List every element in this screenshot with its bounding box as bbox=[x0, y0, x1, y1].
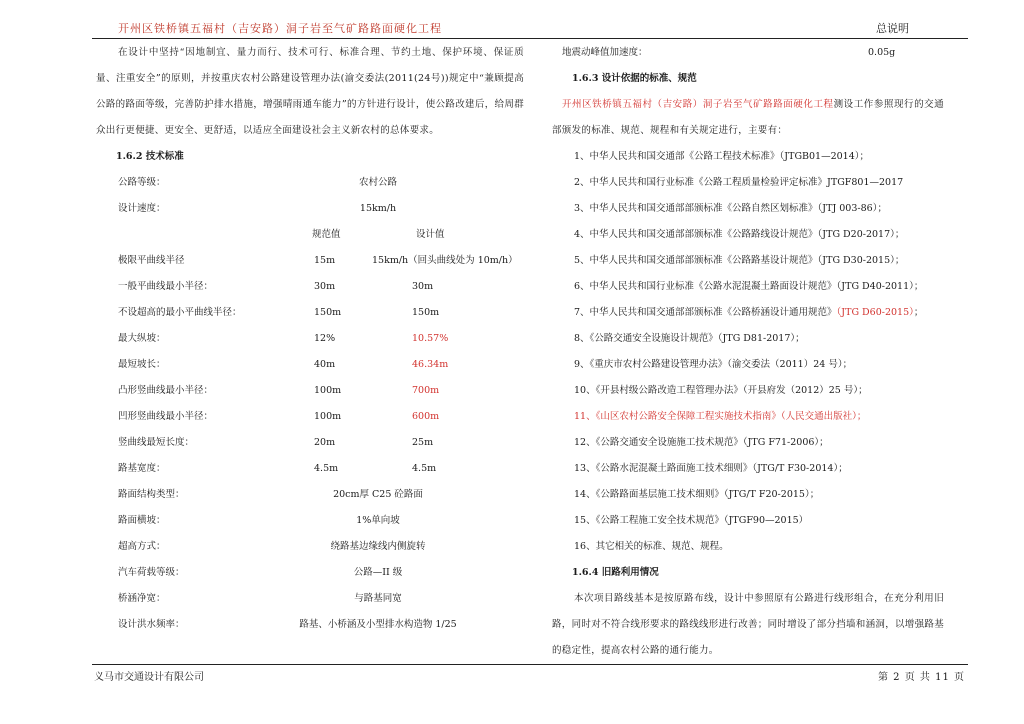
standards-row bbox=[96, 248, 524, 274]
standard-value: 公路—II 级 bbox=[353, 567, 403, 578]
standards-row bbox=[96, 300, 524, 326]
basis-item bbox=[552, 378, 944, 404]
basis-item bbox=[552, 430, 944, 456]
norm-value: 100m bbox=[314, 385, 342, 396]
design-value: 30m bbox=[412, 281, 434, 292]
standard-label: 不设超高的最小平曲线半径： bbox=[118, 307, 242, 318]
section-heading-reuse: 1.6.4 旧路利用情况 bbox=[572, 567, 659, 578]
standards-row bbox=[96, 560, 524, 586]
basis-item bbox=[552, 404, 944, 430]
design-value: 700m bbox=[412, 385, 440, 396]
basis-intro-rest: 测设工作参照现行的交通部颁发的标准、规范、规程和有关规定进行，主要有： bbox=[552, 99, 944, 136]
standards-row bbox=[96, 586, 524, 612]
right-column bbox=[552, 40, 944, 664]
section-title: 总说明 bbox=[876, 22, 909, 35]
design-value: 10.57% bbox=[412, 333, 449, 344]
standards-row bbox=[96, 404, 524, 430]
seismic-row bbox=[552, 40, 944, 66]
basis-item bbox=[552, 222, 944, 248]
seismic-value: 0.05g bbox=[868, 47, 896, 58]
norm-value: 150m bbox=[314, 307, 342, 318]
standard-value: 绕路基边缘线内侧旋转 bbox=[330, 541, 426, 552]
standard-label: 极限平曲线半径 bbox=[118, 255, 185, 266]
basis-item-text: 13、《公路水泥混凝土路面施工技术细则》（JTG/T F30-2014）； bbox=[574, 463, 848, 474]
norm-value: 20m bbox=[314, 437, 336, 448]
company-name: 义马市交通设计有限公司 bbox=[94, 672, 204, 683]
basis-item-text: 8、《公路交通安全设施设计规范》（JTG D81-2017）； bbox=[574, 333, 805, 344]
standards-row bbox=[96, 508, 524, 534]
standard-label: 路面横坡： bbox=[118, 515, 166, 526]
basis-item-red-code: （JTG D60-2015） bbox=[836, 307, 914, 318]
design-value: 600m bbox=[412, 411, 440, 422]
section-heading-basis: 1.6.3 设计依据的标准、规范 bbox=[572, 73, 697, 84]
basis-item-text: 3、中华人民共和国交通部部颁标准《公路自然区划标准》（JTJ 003-86）； bbox=[574, 203, 887, 214]
basis-item-text: 9、《重庆市农村公路建设管理办法》（渝交委法（2011）24 号）； bbox=[574, 359, 853, 370]
basis-item-text: 4、中华人民共和国交通部部颁标准《公路路线设计规范》（JTG D20-2017）； bbox=[574, 229, 905, 240]
norm-value: 12% bbox=[314, 333, 336, 344]
basis-item-text: 7、中华人民共和国交通部部颁标准《公路桥涵设计通用规范》 bbox=[574, 307, 837, 318]
standard-label: 设计速度： bbox=[118, 203, 166, 214]
standard-value: 与路基同宽 bbox=[354, 593, 402, 604]
standards-row bbox=[96, 430, 524, 456]
standards-row bbox=[96, 274, 524, 300]
standard-label: 公路等级： bbox=[118, 177, 166, 188]
standards-row bbox=[96, 170, 524, 196]
standard-value: 20cm厚 C25 砼路面 bbox=[333, 489, 423, 500]
standard-label: 一般平曲线最小半径： bbox=[118, 281, 214, 292]
basis-item bbox=[552, 456, 944, 482]
norm-value: 30m bbox=[314, 281, 336, 292]
standards-row bbox=[96, 326, 524, 352]
technical-standards-table bbox=[96, 170, 524, 638]
page-number: 第 2 页 共 11 页 bbox=[878, 672, 965, 683]
basis-item-text: 2、中华人民共和国行业标准《公路工程质量检验评定标准》JTGF801—2017 bbox=[574, 177, 904, 188]
basis-item-text: 5、中华人民共和国交通部部颁标准《公路路基设计规范》（JTG D30-2015）； bbox=[574, 255, 905, 266]
standard-label: 汽车荷载等级： bbox=[118, 567, 185, 578]
design-principle-paragraph: 在设计中坚持“因地制宜、量力而行、技术可行、标准合理、节约土地、保护环境、保证质量、注重安全”的原则，并按重庆农村公路建设管理办法(渝交委法(2011(24号))规定中“兼顾提高公路的路面等级，完善防护排水措施，增强晴雨通车能力”的方针进行设计，使公路改建后，给周群众出行更便捷、更安全、更舒适，以适应全面建设社会主义新农村的总体要求。 bbox=[96, 47, 524, 136]
standard-value: 15km/h bbox=[359, 203, 397, 214]
basis-item-text: 16、其它相关的标准、规范、规程。 bbox=[574, 541, 729, 552]
standards-row bbox=[96, 482, 524, 508]
norm-value: 40m bbox=[314, 359, 336, 370]
standard-label: 超高方式： bbox=[118, 541, 166, 552]
standards-row bbox=[96, 612, 524, 638]
footer-rule bbox=[92, 664, 968, 665]
design-value: 46.34m bbox=[412, 359, 449, 370]
reuse-paragraph: 本次项目路线基本是按原路布线，设计中参照原有公路进行线形组合，在充分利用旧路，同时对不符合线形要求的路线线形进行改善；同时增设了部分挡墙和涵洞，以增强路基的稳定性，提高农村公路的通行能力。 bbox=[552, 593, 945, 656]
standards-row bbox=[96, 456, 524, 482]
standard-label: 凹形竖曲线最小半径： bbox=[118, 411, 214, 422]
basis-item bbox=[552, 196, 944, 222]
standard-value: 1%单向坡 bbox=[356, 515, 400, 526]
standard-value: 路基、小桥涵及小型排水构造物 1/25 bbox=[299, 619, 457, 630]
basis-item-tail: ； bbox=[913, 307, 924, 318]
basis-item bbox=[552, 534, 944, 560]
basis-item bbox=[552, 482, 944, 508]
basis-item bbox=[552, 352, 944, 378]
standards-header-row bbox=[96, 222, 524, 248]
basis-item bbox=[552, 326, 944, 352]
basis-item-text: 1、中华人民共和国交通部《公路工程技术标准》（JTGB01—2014）； bbox=[574, 151, 870, 162]
basis-item-text: 6、中华人民共和国行业标准《公路水泥混凝土路面设计规范》（JTG D40-2011）； bbox=[574, 281, 924, 292]
basis-item bbox=[552, 144, 944, 170]
standard-label: 竖曲线最短长度： bbox=[118, 437, 195, 448]
standard-label: 路面结构类型： bbox=[118, 489, 185, 500]
design-value: 150m bbox=[412, 307, 440, 318]
basis-item-text: 12、《公路交通安全设施施工技术规范》（JTG F71-2006）； bbox=[574, 437, 829, 448]
standards-row bbox=[96, 378, 524, 404]
norm-value: 15m bbox=[314, 255, 336, 266]
basis-item bbox=[552, 274, 944, 300]
basis-intro-paragraph bbox=[552, 92, 944, 144]
seismic-label: 地震动峰值加速度： bbox=[562, 47, 648, 58]
norm-value-header: 规范值 bbox=[312, 229, 341, 240]
basis-item bbox=[552, 508, 944, 534]
norm-value: 100m bbox=[314, 411, 342, 422]
standard-value: 农村公路 bbox=[358, 177, 398, 188]
standard-label: 最短坡长： bbox=[118, 359, 166, 370]
standards-row bbox=[96, 196, 524, 222]
design-value: 4.5m bbox=[412, 463, 437, 474]
basis-list bbox=[552, 144, 944, 560]
basis-item-text: 15、《公路工程施工安全技术规范》（JTGF90—2015） bbox=[574, 515, 809, 526]
standard-label: 凸形竖曲线最小半径： bbox=[118, 385, 214, 396]
standard-label: 桥涵净宽： bbox=[118, 593, 166, 604]
basis-intro-project: 开州区铁桥镇五福村（吉安路）洞子岩至气矿路路面硬化工程 bbox=[562, 99, 834, 110]
basis-item-text: 11、《山区农村公路安全保障工程实施技术指南》（人民交通出版社）； bbox=[574, 411, 867, 422]
design-value: 25m bbox=[412, 437, 434, 448]
basis-item bbox=[552, 248, 944, 274]
standards-row bbox=[96, 534, 524, 560]
basis-item bbox=[552, 170, 944, 196]
design-value-header: 设计值 bbox=[416, 229, 445, 240]
design-value: 15km/h（回头曲线处为 10m/h） bbox=[372, 255, 518, 266]
basis-item-text: 10、《开县村级公路改造工程管理办法》（开县府发（2012）25 号）； bbox=[574, 385, 868, 396]
standard-label: 设计洪水频率： bbox=[118, 619, 185, 630]
standard-label: 路基宽度： bbox=[118, 463, 166, 474]
project-title: 开州区铁桥镇五福村（吉安路）洞子岩至气矿路路面硬化工程 bbox=[118, 22, 442, 35]
basis-item bbox=[552, 300, 944, 326]
section-heading-tech-standards: 1.6.2 技术标准 bbox=[116, 151, 184, 162]
standard-label: 最大纵坡： bbox=[118, 333, 166, 344]
basis-item-text: 14、《公路路面基层施工技术细则》（JTG/T F20-2015）； bbox=[574, 489, 820, 500]
norm-value: 4.5m bbox=[314, 463, 339, 474]
left-column bbox=[96, 40, 524, 638]
standards-row bbox=[96, 352, 524, 378]
header-rule bbox=[92, 38, 968, 39]
